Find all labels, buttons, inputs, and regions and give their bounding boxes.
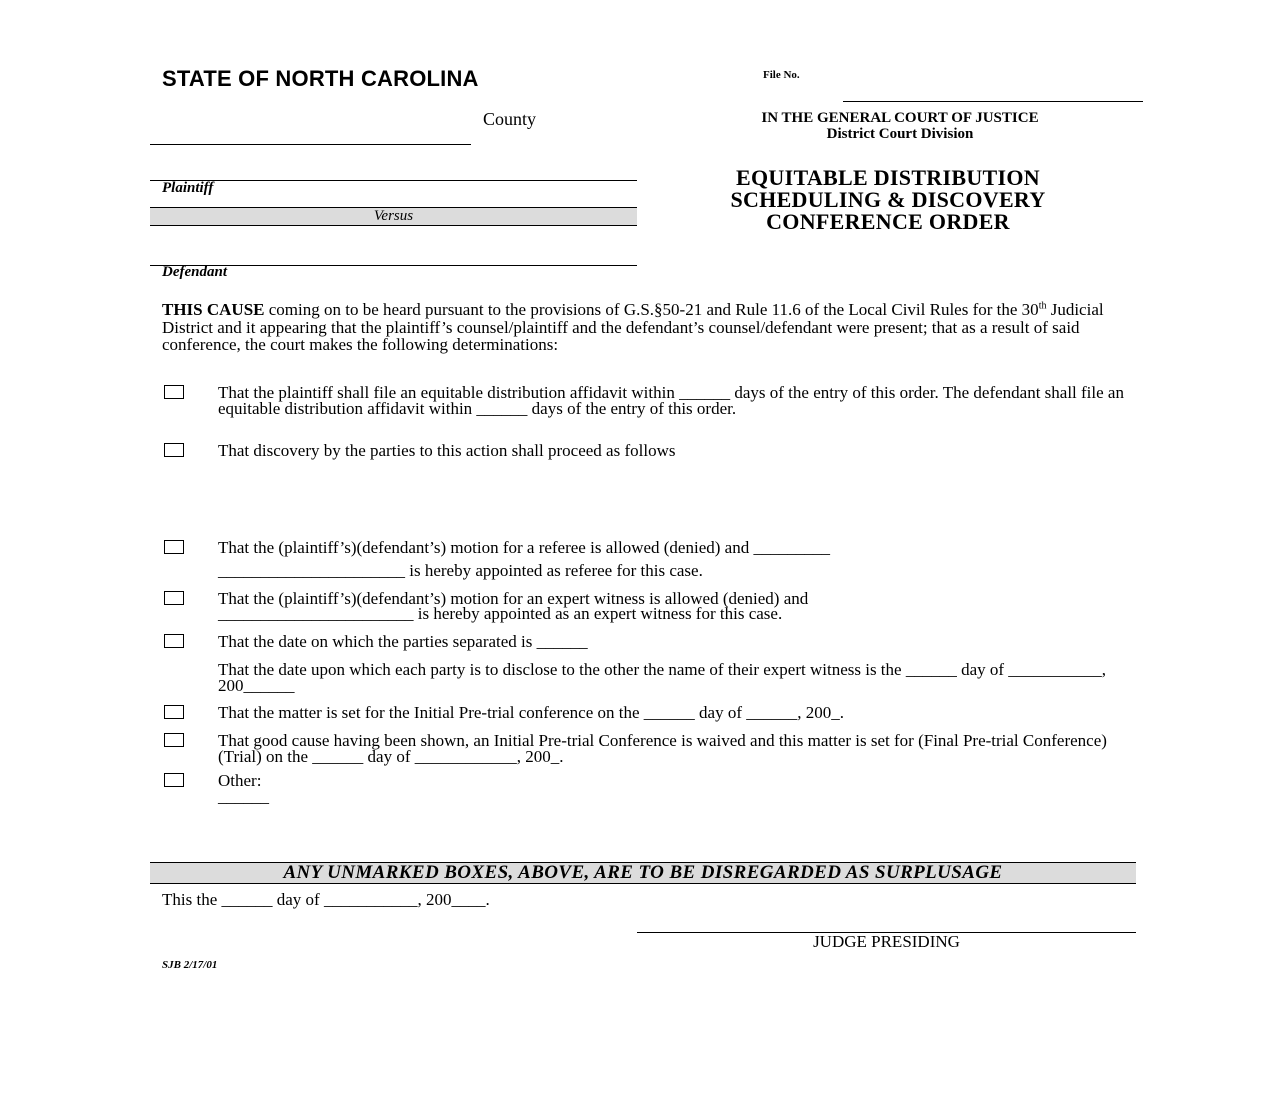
defendant-label: Defendant [162,264,227,280]
other-checkbox[interactable] [164,773,184,787]
initial-conference-checkbox[interactable] [164,705,184,719]
discovery-checkbox[interactable] [164,443,184,457]
title-line-2: SCHEDULING & DISCOVERY [730,187,1046,212]
intro-superscript: th [1038,300,1047,312]
plaintiff-field[interactable] [150,180,637,181]
discovery-item: That discovery by the parties to this action shall proceed as follows [218,441,676,460]
county-label: County [483,109,537,129]
county-field[interactable] [150,144,471,145]
separated-checkbox[interactable] [164,634,184,648]
waived-item: That good cause having been shown, an Initial Pre-trial Conference is waived and this matter is set for (Final Pre-trial Conference) (Trial) on the ______ day of ____________, 200_. [218,731,1107,766]
expert-item-line-2: _______________________ is hereby appointed as an expert witness for this case. [218,604,783,623]
intro-paragraph [162,301,1122,354]
judge-label: JUDGE PRESIDING [813,932,960,951]
form-code: SJB 2/17/01 [162,959,218,971]
surplusage-text: ANY UNMARKED BOXES, ABOVE, ARE TO BE DISREGARDED AS SURPLUSAGE [283,862,1003,883]
expert-item-line-1: That the (plaintiff’s)(defendant’s) motion for an expert witness is allowed (denied) and [218,589,809,608]
expert-checkbox[interactable] [164,591,184,605]
other-item: Other: [218,771,262,790]
file-number-label: File No. [763,69,800,81]
referee-item-line-2: ______________________ is hereby appointed as referee for this case. [218,561,703,580]
file-number-field[interactable] [843,101,1143,102]
plaintiff-label: Plaintiff [162,180,214,196]
affidavit-checkbox[interactable] [164,385,184,399]
form-title [640,167,1136,233]
intro-lead: THIS CAUSE [162,300,265,319]
date-line: This the ______ day of ___________, 200____. [162,890,490,909]
versus-bar [150,207,637,226]
title-line-3: CONFERENCE ORDER [766,209,1010,234]
affidavit-item: That the plaintiff shall file an equitable distribution affidavit within ______ days of the entry of this order. The defendant shall file an equitable distribution affidavit within ______ days of the entry of this order. [218,383,1124,418]
court-division: District Court Division [826,126,974,142]
court-heading [700,110,1100,142]
referee-checkbox[interactable] [164,540,184,554]
waived-checkbox[interactable] [164,733,184,747]
intro-text-a: coming on to be heard pursuant to the provisions of G.S.§50-21 and Rule 11.6 of the Local Civil Rules for the 30 [264,300,1039,319]
court-name: IN THE GENERAL COURT OF JUSTICE [761,110,1039,126]
disclose-item: That the date upon which each party is to disclose to the other the name of their expert witness is the ______ day of ___________, 200______ [218,660,1107,695]
separated-item: That the date on which the parties separated is ______ [218,632,588,651]
title-line-1: EQUITABLE DISTRIBUTION [736,165,1040,190]
initial-conference-item: That the matter is set for the Initial Pre-trial conference on the ______ day of ______, 200_. [218,703,844,722]
intro-text-b: Judicial District and it appearing that the plaintiff’s counsel/plaintiff and the defendant’s counsel/defendant were present; that as a result of said conference, the court makes the following determinations: [162,300,1104,354]
referee-item-line-1: That the (plaintiff’s)(defendant’s) motion for a referee is allowed (denied) and _________ [218,538,830,557]
state-heading: STATE OF NORTH CAROLINA [162,66,479,91]
other-blank[interactable]: ______ [218,787,269,806]
versus-label: Versus [373,208,414,224]
surplusage-banner [150,862,1136,884]
